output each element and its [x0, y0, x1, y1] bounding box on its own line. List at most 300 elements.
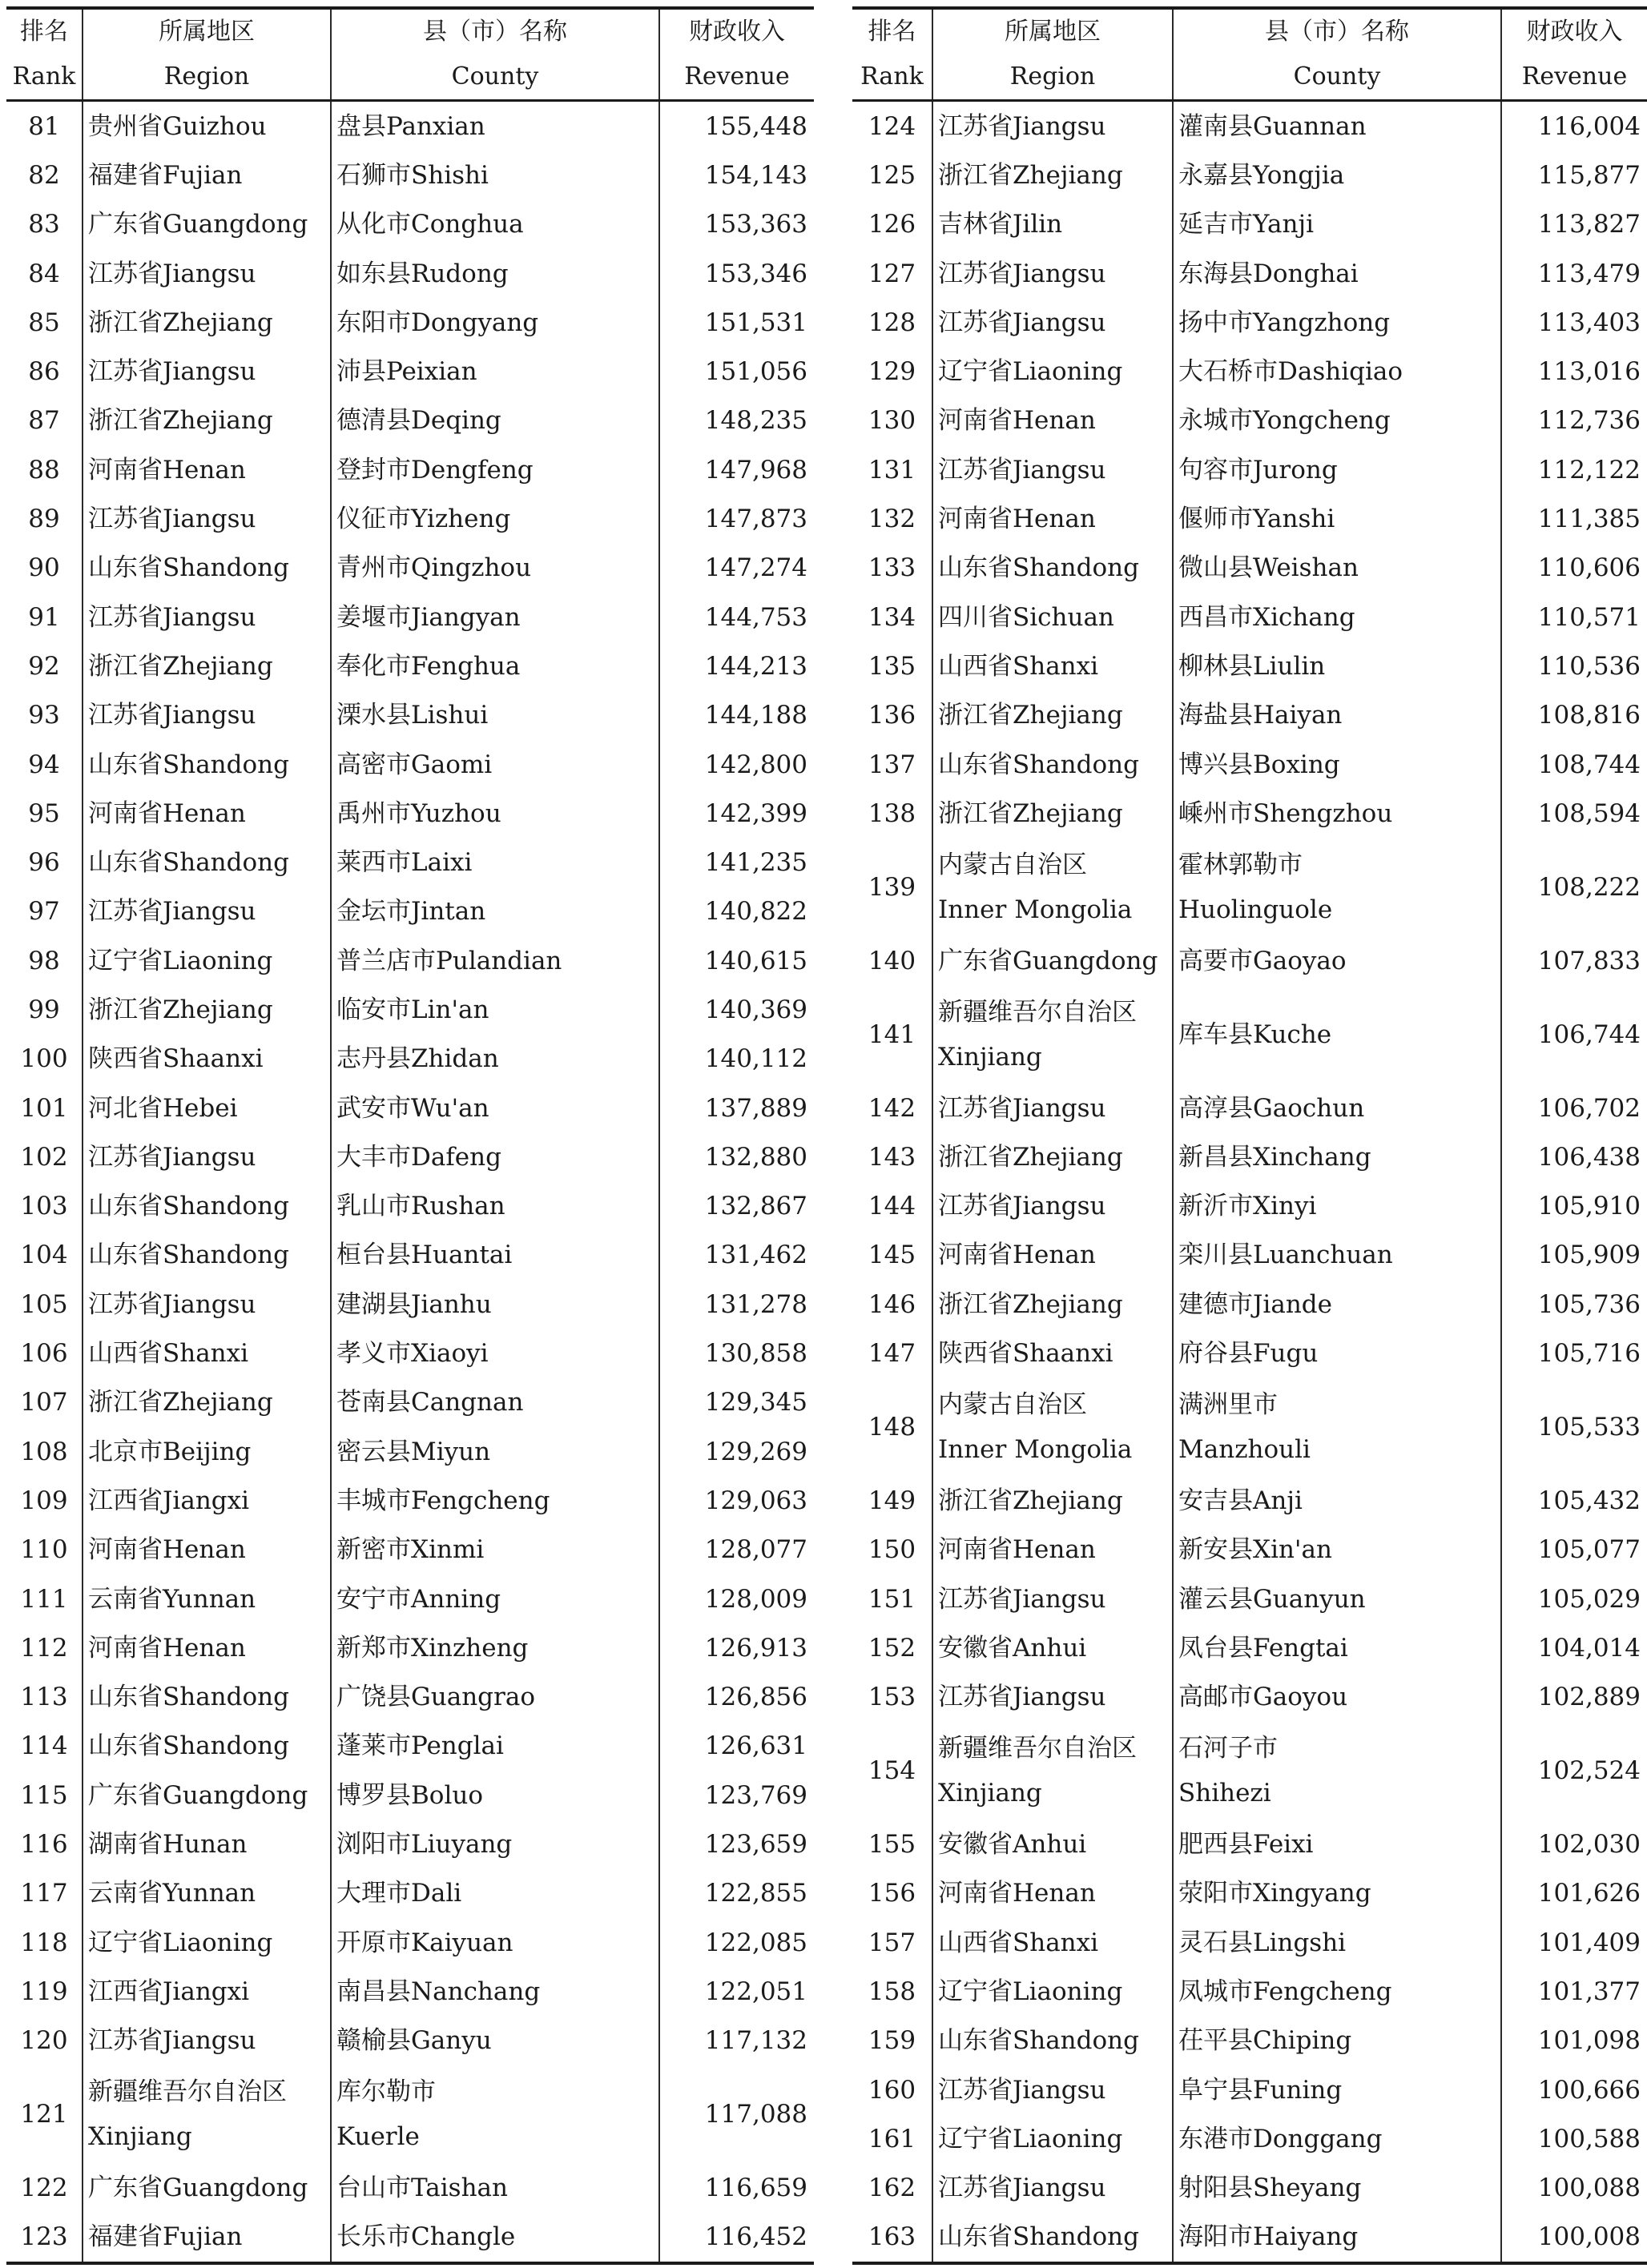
region-cell: 浙江省Zhejiang	[932, 1280, 1173, 1329]
table-row	[6, 101, 814, 151]
table-row	[852, 1280, 1647, 1329]
revenue-cell: 110,606	[1501, 544, 1647, 593]
table-row	[852, 1673, 1647, 1722]
revenue-cell: 110,536	[1501, 641, 1647, 690]
revenue-cell: 148,235	[659, 396, 814, 445]
county-cell: 茌平县Chiping	[1173, 2017, 1501, 2065]
county-cell: 石河子市 Shihezi	[1173, 1722, 1501, 1820]
county-cell: 浏阳市Liuyang	[331, 1820, 659, 1868]
rank-cell: 90	[28, 553, 60, 583]
table-row	[852, 347, 1647, 396]
rank-cell: 115	[20, 1780, 68, 1810]
county-cell: 延吉市Yanji	[1173, 200, 1501, 249]
rank-cell: 127	[868, 259, 916, 288]
rank-cell: 155	[868, 1830, 916, 1860]
table-row	[852, 298, 1647, 347]
revenue-cell: 123,659	[659, 1820, 814, 1868]
table-row	[6, 1231, 814, 1280]
table-row	[6, 1427, 814, 1476]
rank-cell: 161	[868, 2124, 916, 2153]
rank-cell: 112	[20, 1633, 68, 1663]
county-cell: 奉化市Fenghua	[331, 641, 659, 690]
region-cell: 陕西省Shaanxi	[932, 1329, 1173, 1377]
revenue-cell: 100,588	[1501, 2114, 1647, 2163]
revenue-cell: 122,855	[659, 1869, 814, 1918]
rank-cell: 124	[868, 111, 916, 141]
table-row	[852, 789, 1647, 838]
region-cell: 河南省Henan	[83, 789, 331, 838]
table-row	[852, 2065, 1647, 2114]
table-row	[852, 249, 1647, 298]
region-cell: 河南省Henan	[83, 1526, 331, 1574]
table-row	[6, 1526, 814, 1574]
revenue-cell: 122,085	[659, 1918, 814, 1967]
rank-cell: 83	[28, 210, 60, 239]
county-cell: 桓台县Huantai	[331, 1231, 659, 1280]
region-cell: 山东省Shandong	[83, 1673, 331, 1722]
rank-cell: 107	[20, 1388, 68, 1418]
rank-cell: 100	[20, 1044, 68, 1074]
region-cell: 江苏省Jiangsu	[932, 101, 1173, 151]
table-row	[852, 1967, 1647, 2016]
county-cell: 建湖县Jianhu	[331, 1280, 659, 1329]
county-cell: 微山县Weishan	[1173, 544, 1501, 593]
rank-cell: 108	[20, 1437, 68, 1466]
table-row	[6, 1673, 814, 1722]
region-cell: 浙江省Zhejiang	[932, 1476, 1173, 1525]
county-cell: 东港市Donggang	[1173, 2114, 1501, 2163]
rank-cell: 138	[868, 798, 916, 828]
region-cell: 辽宁省Liaoning	[932, 2114, 1173, 2163]
region-cell: 江苏省Jiangsu	[932, 1673, 1173, 1722]
table-row	[852, 1623, 1647, 1672]
rank-cell: 114	[20, 1731, 68, 1761]
county-cell: 海阳市Haiyang	[1173, 2213, 1501, 2263]
county-cell: 库尔勒市 Kuerle	[331, 2065, 659, 2164]
header-county: 县（市）名称 County	[1173, 8, 1501, 101]
revenue-cell: 105,716	[1501, 1329, 1647, 1377]
table-row	[6, 740, 814, 789]
rank-cell: 133	[868, 553, 916, 583]
region-cell: 江苏省Jiangsu	[932, 1084, 1173, 1132]
revenue-cell: 102,524	[1501, 1722, 1647, 1820]
revenue-cell: 117,132	[659, 2017, 814, 2065]
region-cell: 江苏省Jiangsu	[932, 2163, 1173, 2212]
region-cell: 江苏省Jiangsu	[932, 445, 1173, 494]
table-row	[6, 1280, 814, 1329]
header-county: 县（市）名称 County	[331, 8, 659, 101]
county-cell: 广饶县Guangrao	[331, 1673, 659, 1722]
revenue-cell: 142,800	[659, 740, 814, 789]
rank-cell: 151	[868, 1584, 916, 1614]
region-cell: 江苏省Jiangsu	[932, 298, 1173, 347]
region-cell: 河南省Henan	[83, 1623, 331, 1672]
rank-cell: 154	[868, 1756, 916, 1786]
county-cell: 乳山市Rushan	[331, 1182, 659, 1231]
rank-cell: 109	[20, 1486, 68, 1515]
rank-cell: 143	[868, 1142, 916, 1172]
county-cell: 苍南县Cangnan	[331, 1378, 659, 1427]
county-cell: 博罗县Boluo	[331, 1771, 659, 1820]
region-cell: 山东省Shandong	[932, 544, 1173, 593]
county-cell: 大石桥市Dashiqiao	[1173, 347, 1501, 396]
revenue-cell: 101,377	[1501, 1967, 1647, 2016]
rank-cell: 131	[868, 455, 916, 485]
header-region: 所属地区 Region	[932, 8, 1173, 101]
rank-cell: 101	[20, 1093, 68, 1123]
rank-cell: 137	[868, 750, 916, 779]
county-cell: 新沂市Xinyi	[1173, 1182, 1501, 1231]
table-row	[6, 1035, 814, 1084]
region-cell: 贵州省Guizhou	[83, 101, 331, 151]
county-cell: 阜宁县Funing	[1173, 2065, 1501, 2114]
region-cell: 山东省Shandong	[932, 740, 1173, 789]
revenue-cell: 132,880	[659, 1132, 814, 1181]
table-row	[852, 1869, 1647, 1918]
table-body	[852, 101, 1647, 2264]
county-cell: 肥西县Feixi	[1173, 1820, 1501, 1868]
region-cell: 河南省Henan	[932, 1869, 1173, 1918]
rank-cell: 82	[28, 160, 60, 190]
region-cell: 江西省Jiangxi	[83, 1967, 331, 2016]
county-cell: 仪征市Yizheng	[331, 494, 659, 543]
county-cell: 丰城市Fengcheng	[331, 1476, 659, 1525]
county-cell: 志丹县Zhidan	[331, 1035, 659, 1084]
revenue-cell: 106,438	[1501, 1132, 1647, 1181]
rank-cell: 128	[868, 308, 916, 337]
region-cell: 浙江省Zhejiang	[83, 985, 331, 1034]
table-row	[6, 1132, 814, 1181]
table-row	[6, 1378, 814, 1427]
revenue-cell: 105,910	[1501, 1182, 1647, 1231]
revenue-cell: 105,909	[1501, 1231, 1647, 1280]
county-cell: 如东县Rudong	[331, 249, 659, 298]
region-cell: 新疆维吾尔自治区 Xinjiang	[932, 985, 1173, 1084]
table-row	[6, 151, 814, 199]
region-cell: 江苏省Jiangsu	[83, 691, 331, 740]
table-row	[6, 298, 814, 347]
rank-cell: 163	[868, 2222, 916, 2252]
table-row	[852, 1526, 1647, 1574]
rank-cell: 119	[20, 1976, 68, 2006]
county-cell: 台山市Taishan	[331, 2163, 659, 2212]
revenue-table	[6, 6, 814, 2265]
revenue-cell: 105,077	[1501, 1526, 1647, 1574]
revenue-cell: 111,385	[1501, 494, 1647, 543]
revenue-cell: 144,188	[659, 691, 814, 740]
table-row	[6, 544, 814, 593]
region-cell: 浙江省Zhejiang	[83, 396, 331, 445]
rank-cell: 111	[20, 1584, 68, 1614]
table-row	[852, 544, 1647, 593]
revenue-cell: 128,077	[659, 1526, 814, 1574]
table-header	[6, 8, 814, 101]
table-row	[852, 593, 1647, 641]
region-cell: 云南省Yunnan	[83, 1869, 331, 1918]
county-cell: 德清县Deqing	[331, 396, 659, 445]
region-cell: 河南省Henan	[932, 494, 1173, 543]
county-cell: 新安县Xin'an	[1173, 1526, 1501, 1574]
table-row	[852, 1918, 1647, 1967]
table-header	[852, 8, 1647, 101]
region-cell: 新疆维吾尔自治区 Xinjiang	[932, 1722, 1173, 1820]
revenue-cell: 108,816	[1501, 691, 1647, 740]
revenue-cell: 153,363	[659, 200, 814, 249]
table-row	[6, 445, 814, 494]
county-cell: 开原市Kaiyuan	[331, 1918, 659, 1967]
rank-cell: 121	[20, 2100, 68, 2129]
revenue-cell: 108,744	[1501, 740, 1647, 789]
rank-cell: 125	[868, 160, 916, 190]
table-row	[6, 887, 814, 936]
table-row	[852, 838, 1647, 936]
revenue-cell: 140,112	[659, 1035, 814, 1084]
county-cell: 海盐县Haiyan	[1173, 691, 1501, 740]
table-row	[6, 396, 814, 445]
region-cell: 浙江省Zhejiang	[83, 298, 331, 347]
county-cell: 荥阳市Xingyang	[1173, 1869, 1501, 1918]
county-cell: 石狮市Shishi	[331, 151, 659, 199]
header-revenue: 财政收入 Revenue	[1501, 8, 1647, 101]
header-revenue: 财政收入 Revenue	[659, 8, 814, 101]
rank-cell: 134	[868, 602, 916, 632]
county-cell: 新郑市Xinzheng	[331, 1623, 659, 1672]
rank-cell: 99	[28, 995, 60, 1024]
rank-cell: 106	[20, 1339, 68, 1369]
table-row	[6, 1623, 814, 1672]
table-row	[852, 691, 1647, 740]
county-cell: 霍林郭勒市 Huolinguole	[1173, 838, 1501, 936]
rank-cell: 153	[868, 1683, 916, 1712]
revenue-cell: 141,235	[659, 838, 814, 887]
region-cell: 山西省Shanxi	[83, 1329, 331, 1377]
revenue-cell: 116,659	[659, 2163, 814, 2212]
rank-cell: 157	[868, 1928, 916, 1957]
revenue-cell: 142,399	[659, 789, 814, 838]
county-cell: 武安市Wu'an	[331, 1084, 659, 1132]
table-row	[6, 2163, 814, 2212]
county-cell: 盘县Panxian	[331, 101, 659, 151]
rank-cell: 150	[868, 1535, 916, 1565]
region-cell: 河北省Hebei	[83, 1084, 331, 1132]
region-cell: 山东省Shandong	[83, 838, 331, 887]
region-cell: 山东省Shandong	[83, 544, 331, 593]
county-cell: 偃师市Yanshi	[1173, 494, 1501, 543]
region-cell: 河南省Henan	[932, 1526, 1173, 1574]
table-row	[852, 2213, 1647, 2263]
table-row	[6, 1182, 814, 1231]
region-cell: 北京市Beijing	[83, 1427, 331, 1476]
table-row	[852, 494, 1647, 543]
rank-cell: 156	[868, 1879, 916, 1908]
revenue-cell: 154,143	[659, 151, 814, 199]
table-row	[852, 1476, 1647, 1525]
region-cell: 江苏省Jiangsu	[932, 1574, 1173, 1623]
revenue-cell: 108,222	[1501, 838, 1647, 936]
table-row	[6, 2065, 814, 2164]
table-row	[6, 1918, 814, 1967]
rank-cell: 149	[868, 1486, 916, 1515]
county-cell: 金坛市Jintan	[331, 887, 659, 936]
rank-cell: 147	[868, 1339, 916, 1369]
table-row	[852, 396, 1647, 445]
revenue-cell: 102,030	[1501, 1820, 1647, 1868]
region-cell: 江苏省Jiangsu	[83, 347, 331, 396]
rank-cell: 152	[868, 1633, 916, 1663]
table-row	[6, 985, 814, 1034]
county-cell: 大理市Dali	[331, 1869, 659, 1918]
rank-cell: 145	[868, 1241, 916, 1270]
region-cell: 江苏省Jiangsu	[932, 249, 1173, 298]
rank-cell: 159	[868, 2026, 916, 2056]
region-cell: 内蒙古自治区 Inner Mongolia	[932, 1378, 1173, 1477]
revenue-cell: 105,736	[1501, 1280, 1647, 1329]
region-cell: 浙江省Zhejiang	[83, 641, 331, 690]
rank-cell: 142	[868, 1093, 916, 1123]
table-row	[852, 1820, 1647, 1868]
county-cell: 射阳县Sheyang	[1173, 2163, 1501, 2212]
table-row	[852, 641, 1647, 690]
revenue-cell: 131,278	[659, 1280, 814, 1329]
revenue-cell: 147,873	[659, 494, 814, 543]
rank-cell: 117	[20, 1879, 68, 1908]
county-cell: 扬中市Yangzhong	[1173, 298, 1501, 347]
revenue-cell: 153,346	[659, 249, 814, 298]
revenue-cell: 116,452	[659, 2213, 814, 2263]
revenue-cell: 129,269	[659, 1427, 814, 1476]
region-cell: 云南省Yunnan	[83, 1574, 331, 1623]
revenue-cell: 126,913	[659, 1623, 814, 1672]
rank-cell: 98	[28, 946, 60, 975]
revenue-cell: 129,063	[659, 1476, 814, 1525]
table-row	[852, 1574, 1647, 1623]
county-cell: 满洲里市 Manzhouli	[1173, 1378, 1501, 1477]
region-cell: 广东省Guangdong	[83, 1771, 331, 1820]
county-cell: 东阳市Dongyang	[331, 298, 659, 347]
rank-cell: 146	[868, 1289, 916, 1319]
revenue-cell: 126,631	[659, 1722, 814, 1771]
revenue-cell: 112,122	[1501, 445, 1647, 494]
region-cell: 浙江省Zhejiang	[932, 1132, 1173, 1181]
county-cell: 蓬莱市Penglai	[331, 1722, 659, 1771]
county-cell: 安宁市Anning	[331, 1574, 659, 1623]
rank-cell: 139	[868, 872, 916, 902]
county-cell: 普兰店市Pulandian	[331, 936, 659, 985]
rank-cell: 158	[868, 1976, 916, 2006]
revenue-cell: 116,004	[1501, 101, 1647, 151]
revenue-cell: 151,056	[659, 347, 814, 396]
revenue-table	[852, 6, 1647, 2265]
rank-cell: 96	[28, 848, 60, 878]
county-cell: 博兴县Boxing	[1173, 740, 1501, 789]
region-cell: 江苏省Jiangsu	[83, 593, 331, 641]
rank-cell: 122	[20, 2174, 68, 2203]
region-cell: 江苏省Jiangsu	[83, 1132, 331, 1181]
rank-cell: 148	[868, 1413, 916, 1442]
table-row	[6, 641, 814, 690]
rank-cell: 141	[868, 1019, 916, 1049]
region-cell: 湖南省Hunan	[83, 1820, 331, 1868]
table-row	[6, 1722, 814, 1771]
table-row	[6, 249, 814, 298]
region-cell: 河南省Henan	[83, 445, 331, 494]
table-row	[6, 936, 814, 985]
rank-cell: 130	[868, 406, 916, 436]
table-row	[6, 347, 814, 396]
rank-cell: 136	[868, 701, 916, 730]
rank-cell: 120	[20, 2026, 68, 2056]
table-row	[6, 691, 814, 740]
rank-cell: 113	[20, 1683, 68, 1712]
rank-cell: 126	[868, 210, 916, 239]
region-cell: 辽宁省Liaoning	[83, 936, 331, 985]
table-row	[6, 1967, 814, 2016]
county-cell: 柳林县Liulin	[1173, 641, 1501, 690]
region-cell: 安徽省Anhui	[932, 1623, 1173, 1672]
rank-cell: 92	[28, 651, 60, 681]
header-rank: 排名 Rank	[12, 18, 76, 90]
rank-cell: 118	[20, 1928, 68, 1957]
revenue-cell: 144,753	[659, 593, 814, 641]
rank-cell: 95	[28, 798, 60, 828]
revenue-cell: 137,889	[659, 1084, 814, 1132]
table-row	[852, 1182, 1647, 1231]
revenue-cell: 101,098	[1501, 2017, 1647, 2065]
table-row	[6, 1329, 814, 1377]
rank-cell: 87	[28, 406, 60, 436]
region-cell: 浙江省Zhejiang	[932, 789, 1173, 838]
revenue-cell: 112,736	[1501, 396, 1647, 445]
county-cell: 永嘉县Yongjia	[1173, 151, 1501, 199]
county-cell: 溧水县Lishui	[331, 691, 659, 740]
revenue-cell: 128,009	[659, 1574, 814, 1623]
revenue-cell: 151,531	[659, 298, 814, 347]
county-cell: 东海县Donghai	[1173, 249, 1501, 298]
revenue-cell: 140,822	[659, 887, 814, 936]
revenue-cell: 100,008	[1501, 2213, 1647, 2263]
rank-cell: 84	[28, 259, 60, 288]
revenue-cell: 104,014	[1501, 1623, 1647, 1672]
revenue-cell: 113,827	[1501, 200, 1647, 249]
revenue-cell: 101,409	[1501, 1918, 1647, 1967]
county-cell: 姜堰市Jiangyan	[331, 593, 659, 641]
ranking-table-left	[6, 6, 814, 2265]
region-cell: 山东省Shandong	[932, 2213, 1173, 2263]
revenue-cell: 105,432	[1501, 1476, 1647, 1525]
table-row	[852, 1132, 1647, 1181]
revenue-cell: 107,833	[1501, 936, 1647, 985]
revenue-cell: 113,016	[1501, 347, 1647, 396]
region-cell: 内蒙古自治区 Inner Mongolia	[932, 838, 1173, 936]
rank-cell: 91	[28, 602, 60, 632]
rank-cell: 144	[868, 1192, 916, 1221]
county-cell: 大丰市Dafeng	[331, 1132, 659, 1181]
rank-cell: 94	[28, 750, 60, 779]
region-cell: 江苏省Jiangsu	[83, 2017, 331, 2065]
table-row	[6, 1820, 814, 1868]
revenue-cell: 100,088	[1501, 2163, 1647, 2212]
region-cell: 江苏省Jiangsu	[83, 494, 331, 543]
revenue-cell: 113,403	[1501, 298, 1647, 347]
county-cell: 密云县Miyun	[331, 1427, 659, 1476]
rank-cell: 129	[868, 357, 916, 387]
region-cell: 山东省Shandong	[932, 2017, 1173, 2065]
region-cell: 山东省Shandong	[83, 1722, 331, 1771]
ranking-table-right	[852, 6, 1647, 2265]
revenue-cell: 123,769	[659, 1771, 814, 1820]
county-cell: 建德市Jiande	[1173, 1280, 1501, 1329]
revenue-cell: 131,462	[659, 1231, 814, 1280]
